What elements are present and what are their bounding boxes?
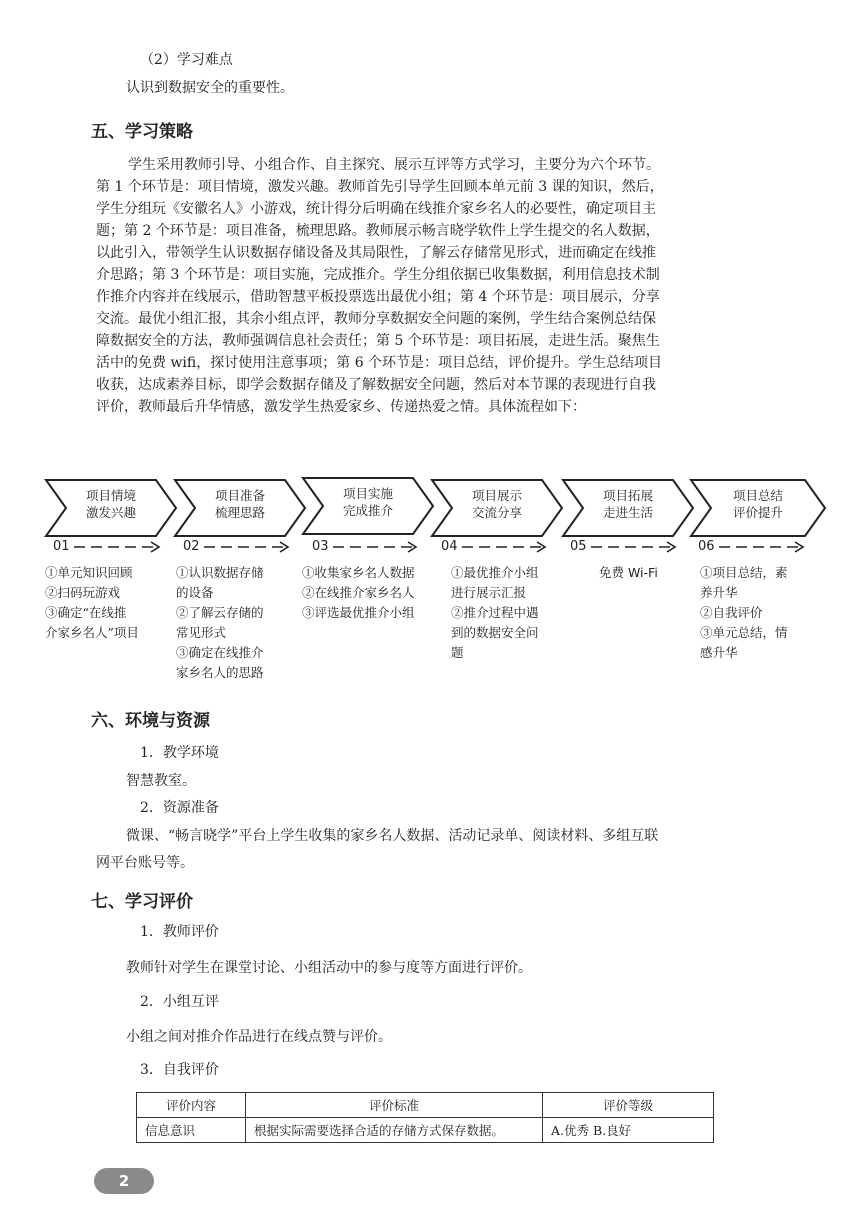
step-6-label: 项目总结 评价提升	[732, 488, 783, 520]
list-item: ②扫码玩游戏	[45, 585, 121, 600]
para-line: 评价，教师最后升华情感，激发学生热爱家乡、传递热爱之情。具体流程如下：	[96, 399, 586, 415]
para-line: 介思路；第 3 个环节是：项目实施，完成推介。学生分组依据已收集数据，利用信息技术制	[96, 267, 660, 283]
list-item: 家乡名人的思路	[176, 665, 264, 680]
step-3-number: 03	[312, 539, 329, 554]
section6-title: 六、环境与资源	[91, 711, 210, 731]
evaluation-table	[136, 1092, 714, 1143]
list-item: ③确定“在线推	[45, 605, 127, 620]
table-cell: A.优秀 B.良好	[543, 1118, 714, 1143]
para-line: 交流。最优小组汇报，其余小组点评，教师分享数据安全问题的案例，学生结合案例总结保	[96, 311, 656, 327]
table-header-cell: 评价内容	[137, 1093, 246, 1118]
dashed-arrows	[0, 538, 860, 558]
table-header-cell: 评价等级	[543, 1093, 714, 1118]
section5-title: 五、学习策略	[91, 122, 193, 142]
self-eval-title: 3．自我评价	[140, 1062, 219, 1078]
para-line: 作推介内容并在线展示，借助智慧平板投票选出最优小组；第 4 个环节是：项目展示，分享	[96, 289, 660, 305]
list-item: 感升华	[700, 645, 738, 660]
resources-text-2: 网平台账号等。	[96, 855, 194, 871]
list-item: ①单元知识回顾	[45, 565, 133, 580]
step-4-label: 项目展示 交流分享	[471, 488, 522, 520]
list-item: ①认识数据存储	[176, 565, 264, 580]
list-item: ③确定在线推介	[176, 645, 264, 660]
list-item: ②自我评价	[700, 605, 763, 620]
table-row	[137, 1118, 714, 1143]
step-5-label: 项目拓展 走进生活	[602, 488, 653, 520]
table-header-row	[137, 1093, 714, 1118]
list-item: ③评选最优推介小组	[302, 605, 415, 620]
table-cell: 信息意识	[137, 1118, 246, 1143]
table-cell: 根据实际需要选择合适的存储方式保存数据。	[246, 1118, 543, 1143]
step-2-items	[176, 563, 264, 683]
para-line: 活中的免费 wifi，探讨使用注意事项；第 6 个环节是：项目总结，评价提升。学生总结项目	[96, 355, 663, 371]
step-2-label: 项目准备 梳理思路	[214, 488, 265, 520]
step-4-items	[451, 563, 539, 663]
group-eval-text: 小组之间对推介作品进行在线点赞与评价。	[126, 1029, 392, 1045]
list-item: ③单元总结，情	[700, 625, 788, 640]
list-item: 免费 Wi-Fi	[599, 565, 658, 580]
step-3-label: 项目实施 完成推介	[342, 486, 393, 518]
resources-text-1: 微课、“畅言晓学”平台上学生收集的家乡名人数据、活动记录单、阅读材料、多组互联	[126, 828, 659, 844]
list-item: 养升华	[700, 585, 738, 600]
step-5-items	[599, 563, 658, 583]
para-line: 学生采用教师引导、小组合作、自主探究、展示互评等方式学习，主要分为六个环节。	[128, 157, 660, 173]
step-1-number: 01	[53, 539, 70, 554]
list-item: 介家乡名人”项目	[45, 625, 139, 640]
list-item: ②在线推介家乡名人	[302, 585, 415, 600]
list-item: ②了解云存储的	[176, 605, 264, 620]
step-6-items	[700, 563, 788, 663]
para-line: 题；第 2 个环节是：项目准备，梳理思路。教师展示畅言晓学软件上学生提交的名人数据，	[96, 223, 660, 239]
step-1-items	[45, 563, 139, 643]
teacher-eval-title: 1．教师评价	[140, 924, 219, 940]
env-text: 智慧教室。	[126, 773, 196, 789]
list-item: 题	[451, 645, 464, 660]
list-item: 到的数据安全问	[451, 625, 539, 640]
table-header-cell: 评价标准	[246, 1093, 543, 1118]
para-line: 以此引入，带领学生认识数据存储设备及其局限性，了解云存储常见形式，进而确定在线推	[96, 245, 656, 261]
step-2-number: 02	[183, 539, 200, 554]
para-line: 收获，达成素养目标，即学会数据存储及了解数据安全问题，然后对本节课的表现进行自我	[96, 377, 656, 393]
step-3-items	[302, 563, 415, 623]
difficulty-title: （2）学习难点	[140, 52, 233, 68]
step-6-number: 06	[698, 539, 715, 554]
step-1-label: 项目情境 激发兴趣	[85, 488, 136, 520]
para-line: 第 1 个环节是：项目情境，激发兴趣。教师首先引导学生回顾本单元前 3 课的知识，然后，	[96, 179, 664, 195]
section7-title: 七、学习评价	[91, 892, 193, 912]
step-5-number: 05	[570, 539, 587, 554]
list-item: 进行展示汇报	[451, 585, 527, 600]
list-item: ①收集家乡名人数据	[302, 565, 415, 580]
group-eval-title: 2．小组互评	[140, 994, 219, 1010]
difficulty-text: 认识到数据安全的重要性。	[126, 80, 294, 96]
list-item: 常见形式	[176, 625, 227, 640]
list-item: ①最优推介小组	[451, 565, 539, 580]
list-item: ②推介过程中遇	[451, 605, 539, 620]
page-number-badge: 2	[94, 1168, 154, 1194]
step-4-number: 04	[441, 539, 458, 554]
list-item: 的设备	[176, 585, 214, 600]
list-item: ①项目总结，素	[700, 565, 788, 580]
para-line: 学生分组玩《安徽名人》小游戏，统计得分后明确在线推介家乡名人的必要性，确定项目主	[96, 201, 656, 217]
resources-title: 2．资源准备	[140, 800, 219, 816]
env-title: 1．教学环境	[140, 745, 219, 761]
section5-paragraph	[96, 154, 746, 418]
teacher-eval-text: 教师针对学生在课堂讨论、小组活动中的参与度等方面进行评价。	[126, 960, 532, 976]
para-line: 障数据安全的方法，教师强调信息社会责任；第 5 个环节是：项目拓展，走进生活。聚焦生	[96, 333, 660, 349]
